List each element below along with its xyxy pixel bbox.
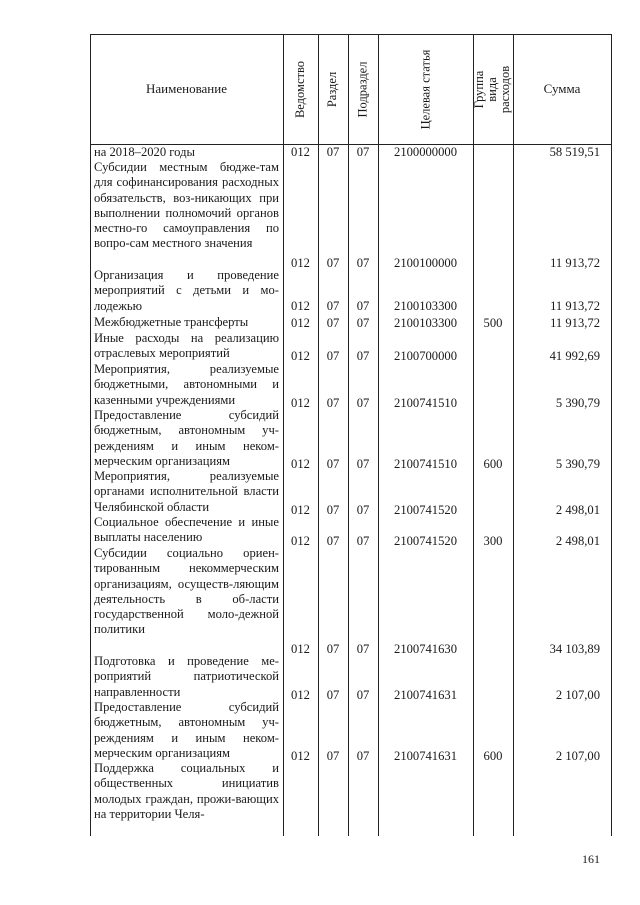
- row-vedomstvo: 012: [291, 298, 310, 313]
- row-vedomstvo: 012: [291, 533, 310, 548]
- row-summa: 34 103,89: [549, 641, 600, 656]
- row-podrazdel: 07: [356, 144, 370, 159]
- row-podrazdel: 07: [356, 456, 370, 471]
- header-razdel: Раздел: [325, 71, 340, 107]
- row-summa: 5 390,79: [555, 456, 600, 471]
- row-gruppa: 600: [483, 456, 503, 471]
- table-row: [90, 546, 612, 638]
- row-razdel: 07: [326, 456, 340, 471]
- row-vedomstvo: 012: [291, 502, 310, 517]
- row-summa: 2 498,01: [555, 502, 600, 517]
- table-row: [90, 298, 612, 314]
- budget-table: [90, 34, 612, 836]
- row-summa: 41 992,69: [549, 348, 600, 363]
- row-summa: 11 913,72: [550, 298, 600, 313]
- page-number: 161: [582, 852, 600, 866]
- table-row: [90, 344, 612, 364]
- row-podrazdel: 07: [356, 395, 370, 410]
- row-name: Поддержка социальных и общественных инициатив молодых граждан, прожи-вающих на территории Челя-: [94, 761, 279, 821]
- row-name: Организация и проведение мероприятий с детьми и мо-лодежью: [94, 268, 279, 313]
- header-summa: Сумма: [543, 81, 581, 96]
- row-podrazdel: 07: [356, 255, 370, 270]
- row-gruppa: 600: [483, 748, 503, 763]
- row-celevaya: 2100741520: [394, 502, 457, 517]
- row-podrazdel: 07: [356, 298, 370, 313]
- row-name: Предоставление субсидий бюджетным, автономным уч-реждениям и иным неком-мерческим организациям: [94, 700, 279, 760]
- table-row: [90, 761, 612, 836]
- row-name: Мероприятия, реализуемые органами исполнительной власти Челябинской области: [94, 469, 279, 514]
- row-name: на 2018–2020 годы: [94, 145, 195, 159]
- row-razdel: 07: [326, 348, 340, 363]
- row-razdel: 07: [326, 641, 340, 656]
- row-summa: 11 913,72: [550, 315, 600, 330]
- table-row: [90, 131, 612, 160]
- row-name: Иные расходы на реализацию отраслевых мероприятий: [94, 331, 279, 361]
- row-podrazdel: 07: [356, 641, 370, 656]
- row-razdel: 07: [326, 395, 340, 410]
- header-name: Наименование: [146, 81, 227, 96]
- row-summa: 2 498,01: [555, 533, 600, 548]
- table-row: [90, 315, 612, 331]
- row-razdel: 07: [326, 502, 340, 517]
- row-summa: 11 913,72: [550, 255, 600, 270]
- row-celevaya: 2100700000: [394, 348, 457, 363]
- row-podrazdel: 07: [356, 315, 370, 330]
- row-podrazdel: 07: [356, 533, 370, 548]
- header-gruppa: Группа вида расходов: [472, 65, 513, 113]
- row-summa: 58 519,51: [549, 144, 600, 159]
- row-celevaya: 2100000000: [394, 144, 457, 159]
- row-vedomstvo: 012: [291, 315, 310, 330]
- row-vedomstvo: 012: [291, 395, 310, 410]
- row-razdel: 07: [326, 255, 340, 270]
- header-celevaya: Целевая статья: [417, 49, 432, 129]
- row-vedomstvo: 012: [291, 255, 310, 270]
- row-celevaya: 2100741630: [394, 641, 457, 656]
- row-gruppa: 500: [483, 315, 503, 330]
- row-celevaya: 2100741631: [394, 748, 457, 763]
- row-vedomstvo: 012: [291, 348, 310, 363]
- row-summa: 5 390,79: [555, 395, 600, 410]
- row-celevaya: 2100103300: [394, 298, 457, 313]
- row-razdel: 07: [326, 315, 340, 330]
- row-podrazdel: 07: [356, 348, 370, 363]
- row-celevaya: 2100741520: [394, 533, 457, 548]
- table-body: [90, 145, 612, 836]
- row-summa: 2 107,00: [555, 687, 600, 702]
- row-name: Субсидии социально ориен-тированным некоммерческим организациям, осуществ-ляющим деятельность в об-ласти государственной моло-дежной политики: [94, 546, 279, 637]
- row-vedomstvo: 012: [291, 687, 310, 702]
- row-razdel: 07: [326, 687, 340, 702]
- row-name: Межбюджетные трансферты: [94, 315, 249, 329]
- row-razdel: 07: [326, 298, 340, 313]
- row-name: Социальное обеспечение и иные выплаты населению: [94, 515, 279, 545]
- header-vedomstvo: Ведомство: [293, 60, 307, 118]
- row-celevaya: 2100741510: [394, 456, 457, 471]
- row-celevaya: 2100741510: [394, 395, 457, 410]
- row-name: Мероприятия, реализуемые бюджетными, автономными и казенными учреждениями: [94, 362, 279, 407]
- row-celevaya: 2100100000: [394, 255, 457, 270]
- row-vedomstvo: 012: [291, 641, 310, 656]
- row-summa: 2 107,00: [555, 748, 600, 763]
- row-razdel: 07: [326, 748, 340, 763]
- row-podrazdel: 07: [356, 502, 370, 517]
- row-vedomstvo: 012: [291, 144, 310, 159]
- row-podrazdel: 07: [356, 687, 370, 702]
- row-celevaya: 2100103300: [394, 315, 457, 330]
- header-podrazdel: Подраздел: [355, 61, 370, 117]
- row-gruppa: 300: [483, 533, 503, 548]
- row-podrazdel: 07: [356, 748, 370, 763]
- row-razdel: 07: [326, 533, 340, 548]
- row-razdel: 07: [326, 144, 340, 159]
- row-name: Подготовка и проведение ме-роприятий патриотической направленности: [94, 654, 279, 699]
- row-vedomstvo: 012: [291, 456, 310, 471]
- row-name: Предоставление субсидий бюджетным, автономным уч-реждениям и иным неком-мерческим организациям: [94, 408, 279, 468]
- row-celevaya: 2100741631: [394, 687, 457, 702]
- row-vedomstvo: 012: [291, 748, 310, 763]
- row-name: Субсидии местным бюдже-там для софинансирования расходных обязательств, воз-никающих при выполнении полномочий органов местно-го самоуправления по вопро-сам местного значения: [94, 160, 279, 251]
